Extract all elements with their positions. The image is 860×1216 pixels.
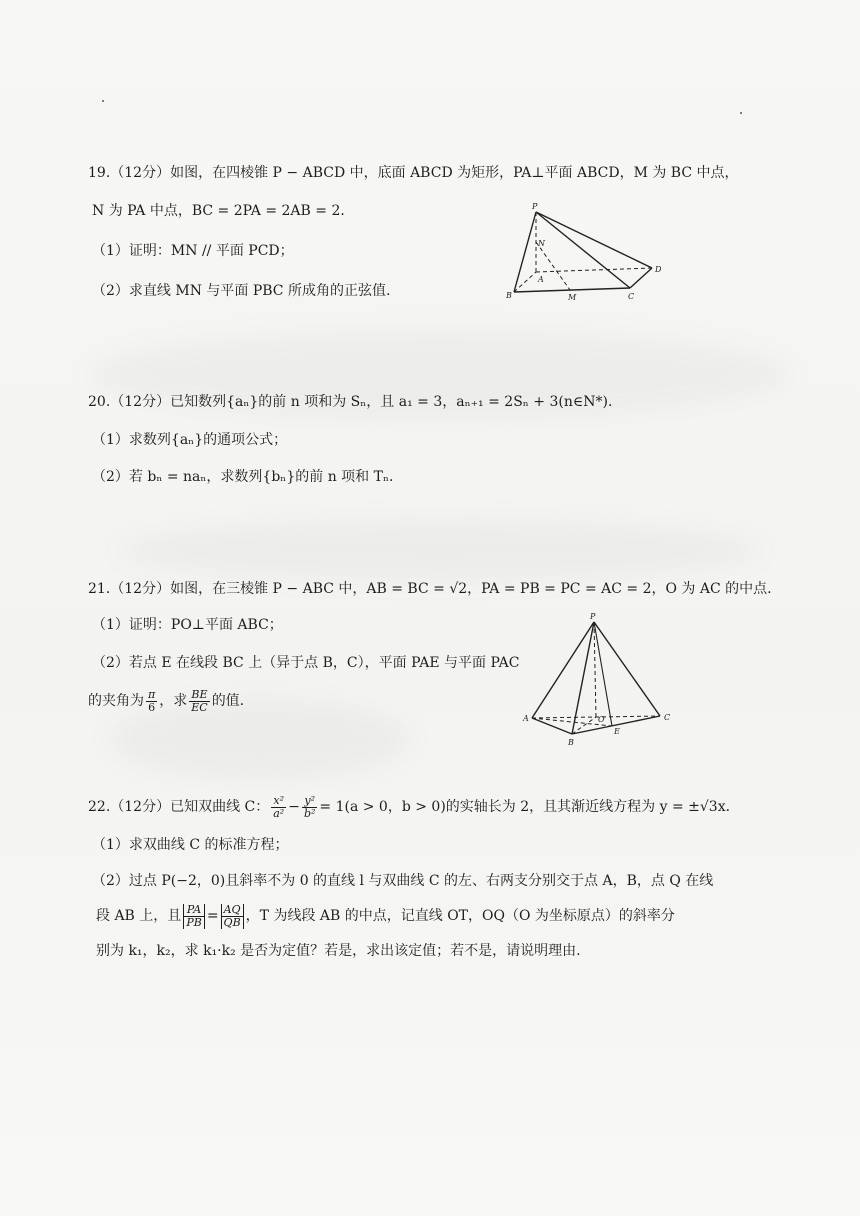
q19-label-d: D — [655, 265, 662, 274]
q20-stem: 20.（12分）已知数列{aₙ}的前 n 项和为 Sₙ，且 a₁ = 3，aₙ₊₁ = 2Sₙ + 3(n∈N*)． — [88, 394, 622, 410]
q22-fracx-den: a² — [273, 806, 285, 820]
q21-label-c: C — [664, 713, 671, 722]
q22-fracy-den: b² — [303, 806, 316, 820]
scan-dot — [740, 112, 742, 114]
q21-part2-mid: ，求 — [159, 693, 188, 709]
q21-label-a: A — [523, 714, 529, 723]
q22-part2-last: 别为 k₁，k₂，求 k₁·k₂ 是否为定值？若是，求出该定值；若不是，请说明理由. — [96, 943, 581, 959]
q22-fracA-den: PB — [183, 917, 205, 929]
q19-label-c: C — [628, 292, 635, 301]
q19-part1: （1）证明：MN // 平面 PCD； — [92, 243, 294, 259]
q22-fraction-pa-over-pb — [183, 904, 205, 929]
scan-dot — [102, 100, 104, 102]
q21-part2-prefix: 的夹角为 — [88, 693, 144, 709]
q22-stem — [88, 792, 740, 822]
q21-label-p: P — [590, 612, 596, 621]
q21-fraction-be-over-ec — [189, 689, 209, 714]
q22-equals: = — [206, 908, 219, 924]
q19-part2: （2）求直线 MN 与平面 PBC 所成角的正弦值. — [92, 283, 391, 299]
q22-part2-prefix: 段 AB 上，且 — [96, 908, 182, 924]
q21-frac2-num: BE — [189, 689, 209, 702]
q19-label-b: B — [506, 291, 512, 300]
q22-part1: （1）求双曲线 C 的标准方程； — [92, 837, 289, 853]
q21-label-e: E — [614, 727, 620, 736]
q21-stem: 21.（12分）如图，在三棱锥 P − ABC 中，AB = BC = √2，PA = PB = PC = AC = 2，O 为 AC 的中点. — [88, 581, 772, 597]
q19-label-n: N — [538, 239, 545, 248]
q19-label-m: M — [568, 293, 577, 302]
q22-part2: （2）过点 P(−2，0)且斜率不为 0 的直线 l 与双曲线 C 的左、右两支分别交于点 A，B，点 Q 在线 — [92, 873, 714, 889]
q21-part2-cont — [88, 686, 244, 716]
q22-fracB-den: QB — [221, 917, 244, 929]
q19-label-a: A — [538, 275, 544, 284]
q21-frac1-num: π — [148, 687, 156, 701]
q19-pyramid-figure — [502, 200, 672, 310]
q22-minus: − — [288, 799, 300, 815]
q21-fraction-pi-over-6 — [146, 689, 157, 714]
q21-part2-suffix: 的值. — [211, 693, 245, 709]
q22-fraction-y2-over-b2 — [302, 795, 317, 820]
q22-part2-suffix: ，T 为线段 AB 的中点，记直线 OT，OQ（O 为坐标原点）的斜率分 — [245, 908, 675, 924]
q22-fracB-num: AQ — [221, 904, 244, 917]
q21-part1: （1）证明：PO⊥平面 ABC； — [92, 617, 283, 633]
q22-fraction-x2-over-a2 — [271, 795, 286, 820]
q19-label-p: P — [532, 202, 538, 211]
q21-part2: （2）若点 E 在线段 BC 上（异于点 B，C），平面 PAE 与平面 PAC — [92, 655, 520, 671]
q22-fraction-aq-over-qb — [221, 904, 244, 929]
q20-part2: （2）若 bₙ = naₙ，求数列{bₙ}的前 n 项和 Tₙ． — [92, 469, 404, 485]
q22-fracA-num: PA — [183, 904, 205, 917]
q19-stem-line2: N 为 PA 中点，BC = 2PA = 2AB = 2． — [92, 203, 355, 219]
q21-label-b: B — [568, 738, 574, 747]
q20-part1: （1）求数列{aₙ}的通项公式； — [92, 432, 288, 448]
q22-fracx-num: x² — [271, 795, 286, 808]
q21-label-o: O — [598, 715, 605, 724]
q21-tetrahedron-figure — [520, 610, 680, 750]
q21-frac1-den: 6 — [148, 700, 156, 714]
q22-stem-prefix: 22.（12分）已知双曲线 C： — [88, 799, 270, 815]
q19-stem-line1: 19.（12分）如图，在四棱锥 P − ABCD 中，底面 ABCD 为矩形，PA⊥平面 ABCD，M 为 BC 中点， — [88, 165, 739, 181]
q22-stem-suffix: = 1(a > 0，b > 0)的实轴长为 2，且其渐近线方程为 y = ±√3x． — [319, 799, 740, 815]
q22-fracy-num: y² — [302, 795, 317, 808]
q21-frac2-den: EC — [191, 700, 208, 714]
scan-smudge — [120, 520, 760, 580]
q22-part2-cont — [96, 899, 675, 933]
